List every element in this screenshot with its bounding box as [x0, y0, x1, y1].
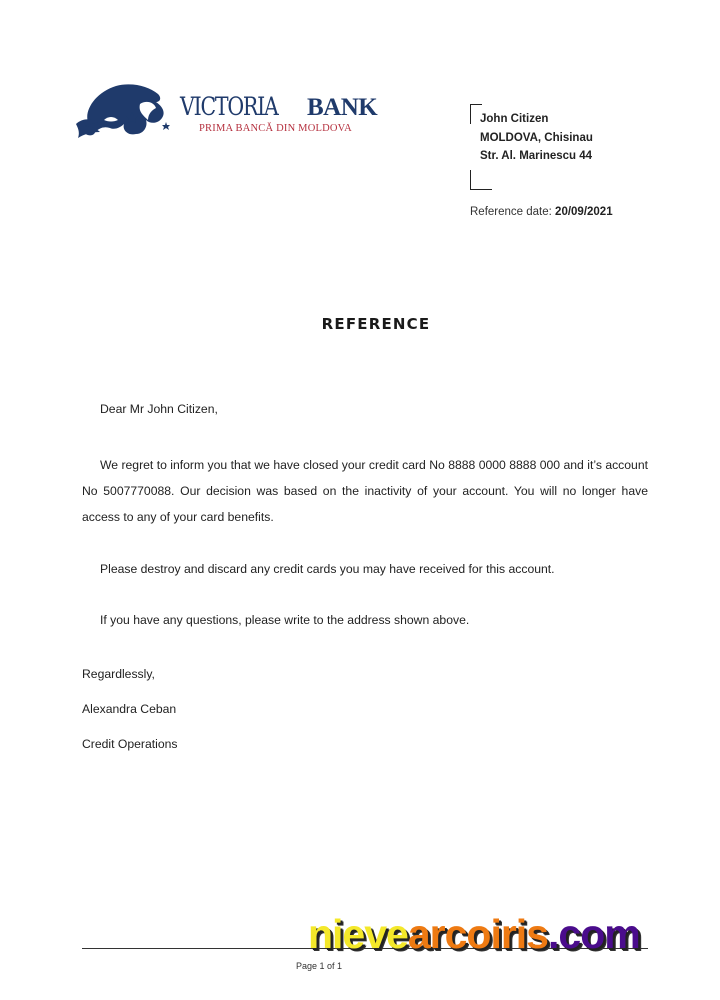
reference-date-value: 20/09/2021: [555, 206, 613, 218]
recipient-address: [480, 110, 593, 166]
reference-date: [470, 206, 613, 218]
body-paragraph: If you have any questions, please write to the address shown above.: [100, 613, 470, 627]
signer-department: Credit Operations: [82, 737, 178, 751]
watermark-part-1: nieve: [308, 911, 408, 957]
bank-logo: [74, 80, 378, 142]
body-paragraph: Please destroy and discard any credit cards you may have received for this account.: [100, 562, 555, 576]
bank-name-bold: BANK: [307, 94, 378, 121]
recipient-city: MOLDOVA, Chisinau: [480, 131, 593, 144]
salutation: Dear Mr John Citizen,: [100, 402, 218, 416]
recipient-name: John Citizen: [480, 113, 549, 125]
bank-name-light: VICTORIA: [180, 92, 278, 121]
watermark: [308, 911, 640, 957]
watermark-part-3: .com: [548, 911, 640, 957]
recipient-street: Str. Al. Marinescu 44: [480, 150, 593, 162]
body-paragraph: We regret to inform you that we have closed your credit card No 8888 0000 8888 000 and it’s account No 5007770088. Our decision was based on the inactivity of your account. You will no longer have access to any of your card benefits.: [82, 458, 648, 524]
closing: Regardlessly,: [82, 667, 155, 681]
address-corner-mark-bottom: [470, 170, 492, 190]
page-number: Page 1 of 1: [296, 961, 343, 971]
signer-name: Alexandra Ceban: [82, 702, 177, 716]
bank-tagline: PRIMA BANCĂ DIN MOLDOVA: [199, 123, 352, 134]
watermark-part-2: arcoiris: [407, 911, 548, 957]
document-title: REFERENCE: [321, 315, 431, 333]
bank-emblem-icon: [74, 80, 178, 142]
bank-wordmark: [180, 92, 378, 121]
reference-date-label: Reference date:: [470, 206, 552, 218]
